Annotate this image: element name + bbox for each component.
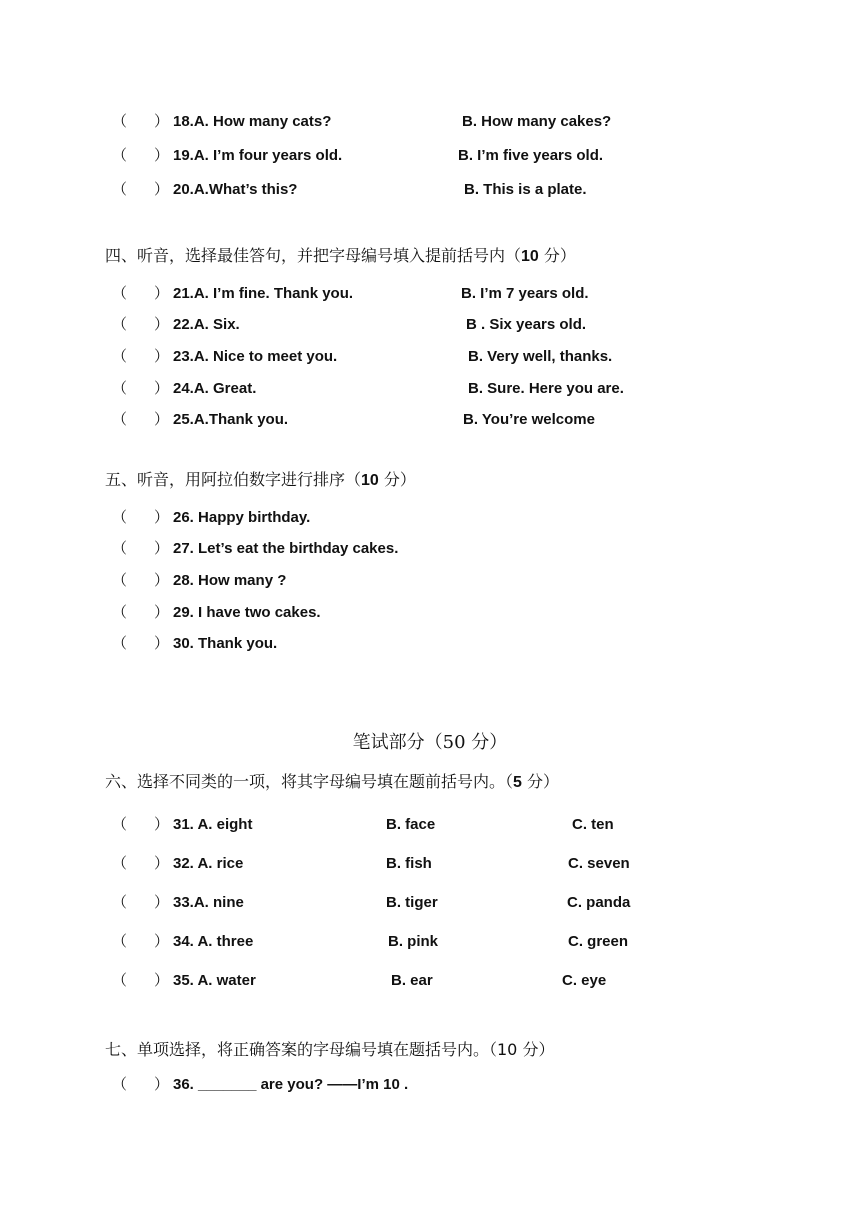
answer-paren-close: ）	[154, 894, 170, 911]
answer-paren-open[interactable]: （	[112, 285, 128, 302]
option-b: B. How many cakes?	[462, 113, 612, 130]
option-b: B. face	[386, 816, 436, 833]
section-heading-text: 五、听音，用阿拉伯数字进行排序（	[105, 470, 362, 489]
section-heading-6	[105, 771, 559, 794]
answer-paren-close: ）	[154, 816, 170, 833]
option-a: 23.A. Nice to meet you.	[173, 348, 338, 365]
section-heading-text: 六、选择不同类的一项，将其字母编号填在题前括号内。（	[105, 772, 514, 791]
answer-paren-open[interactable]: （	[112, 509, 128, 526]
section-heading-5	[105, 469, 416, 492]
question-row	[0, 378, 860, 400]
answer-paren-close: ）	[154, 181, 170, 198]
option-b: B. I’m 7 years old.	[461, 285, 589, 302]
answer-paren-open[interactable]: （	[112, 411, 128, 428]
answer-paren-open[interactable]: （	[112, 816, 128, 833]
sentence-text: 27. Let’s eat the birthday cakes.	[173, 540, 399, 557]
answer-paren-open[interactable]: （	[112, 380, 128, 397]
option-b: B. I’m five years old.	[458, 147, 604, 164]
answer-paren-open[interactable]: （	[112, 348, 128, 365]
option-a: 19.A. I’m four years old.	[173, 147, 343, 164]
option-c: C. eye	[562, 972, 607, 989]
option-b: B. Sure. Here you are.	[468, 380, 624, 397]
answer-paren-close: ）	[154, 933, 170, 950]
answer-paren-close: ）	[154, 972, 170, 989]
answer-paren-open[interactable]: （	[112, 635, 128, 652]
option-a: 20.A.What’s this?	[173, 181, 298, 198]
question-row	[0, 853, 860, 875]
option-b: B. tiger	[386, 894, 438, 911]
question-row	[0, 111, 860, 133]
question-row	[0, 409, 860, 431]
answer-paren-open[interactable]: （	[112, 855, 128, 872]
option-b: B. ear	[391, 972, 433, 989]
answer-paren-close: ）	[154, 113, 170, 130]
section-heading-4	[105, 245, 576, 268]
answer-paren-open[interactable]: （	[112, 316, 128, 333]
question-row	[0, 602, 860, 624]
answer-paren-close: ）	[154, 1076, 170, 1093]
question-row	[0, 179, 860, 201]
section-heading-text: 四、听音，选择最佳答句，并把字母编号填入提前括号内（	[105, 246, 522, 265]
option-c: C. green	[568, 933, 629, 950]
answer-paren-close: ）	[154, 411, 170, 428]
option-a: 24.A. Great.	[173, 380, 257, 397]
answer-paren-close: ）	[154, 348, 170, 365]
answer-paren-close: ）	[154, 147, 170, 164]
option-b: B. This is a plate.	[464, 181, 587, 198]
sentence-text: 30. Thank you.	[173, 635, 278, 652]
option-b: B. You’re welcome	[463, 411, 595, 428]
answer-paren-open[interactable]: （	[112, 181, 128, 198]
option-c: C. ten	[572, 816, 614, 833]
answer-paren-close: ）	[154, 285, 170, 302]
section-points: 5	[513, 774, 522, 791]
answer-paren-close: ）	[154, 316, 170, 333]
section-heading-end: 分）	[378, 470, 416, 489]
option-b: B. pink	[388, 933, 439, 950]
answer-paren-open[interactable]: （	[112, 894, 128, 911]
option-b: B . Six years old.	[466, 316, 587, 333]
answer-paren-close: ）	[154, 572, 170, 589]
option-a: 21.A. I’m fine. Thank you.	[173, 285, 354, 302]
question-text: 36. _______ are you? ——I’m 10 .	[173, 1076, 409, 1093]
answer-paren-open[interactable]: （	[112, 604, 128, 621]
section-heading-end: 分）	[521, 772, 560, 791]
option-a: 22.A. Six.	[173, 316, 240, 333]
sentence-text: 28. How many ?	[173, 572, 287, 589]
answer-paren-open[interactable]: （	[112, 1076, 128, 1093]
question-row	[0, 145, 860, 167]
section-points: 10	[521, 248, 539, 265]
answer-paren-close: ）	[154, 855, 170, 872]
section-heading-end: 分）	[538, 246, 576, 265]
question-row	[0, 314, 860, 336]
option-a: 32. A. rice	[173, 855, 244, 872]
answer-paren-close: ）	[154, 635, 170, 652]
written-part-title: 笔试部分（50 分）	[352, 732, 508, 753]
option-a: 18.A. How many cats?	[173, 113, 332, 130]
option-a: 31. A. eight	[173, 816, 253, 833]
answer-paren-open[interactable]: （	[112, 540, 128, 557]
option-b: B. Very well, thanks.	[468, 348, 613, 365]
option-a: 34. A. three	[173, 933, 254, 950]
question-row	[0, 538, 860, 560]
answer-paren-open[interactable]: （	[112, 572, 128, 589]
question-row	[0, 892, 860, 914]
question-row	[0, 633, 860, 655]
option-a: 33.A. nine	[173, 894, 244, 911]
answer-paren-open[interactable]: （	[112, 972, 128, 989]
question-row	[0, 346, 860, 368]
answer-paren-open[interactable]: （	[112, 147, 128, 164]
answer-paren-close: ）	[154, 380, 170, 397]
section-points: 10	[361, 472, 379, 489]
option-a: 25.A.Thank you.	[173, 411, 289, 428]
sentence-text: 29. I have two cakes.	[173, 604, 321, 621]
answer-paren-close: ）	[154, 604, 170, 621]
question-row	[0, 931, 860, 953]
option-c: C. seven	[568, 855, 630, 872]
answer-paren-open[interactable]: （	[112, 113, 128, 130]
question-row	[0, 814, 860, 836]
section-heading-7: 七、单项选择，将正确答案的字母编号填在题括号内。（10 分）	[105, 1040, 555, 1059]
question-row	[0, 507, 860, 529]
answer-paren-open[interactable]: （	[112, 933, 128, 950]
option-c: C. panda	[567, 894, 631, 911]
question-row	[0, 283, 860, 305]
sentence-text: 26. Happy birthday.	[173, 509, 311, 526]
option-b: B. fish	[386, 855, 432, 872]
question-row	[0, 1074, 860, 1096]
answer-paren-close: ）	[154, 509, 170, 526]
option-a: 35. A. water	[173, 972, 256, 989]
question-row	[0, 970, 860, 992]
question-row	[0, 570, 860, 592]
answer-paren-close: ）	[154, 540, 170, 557]
